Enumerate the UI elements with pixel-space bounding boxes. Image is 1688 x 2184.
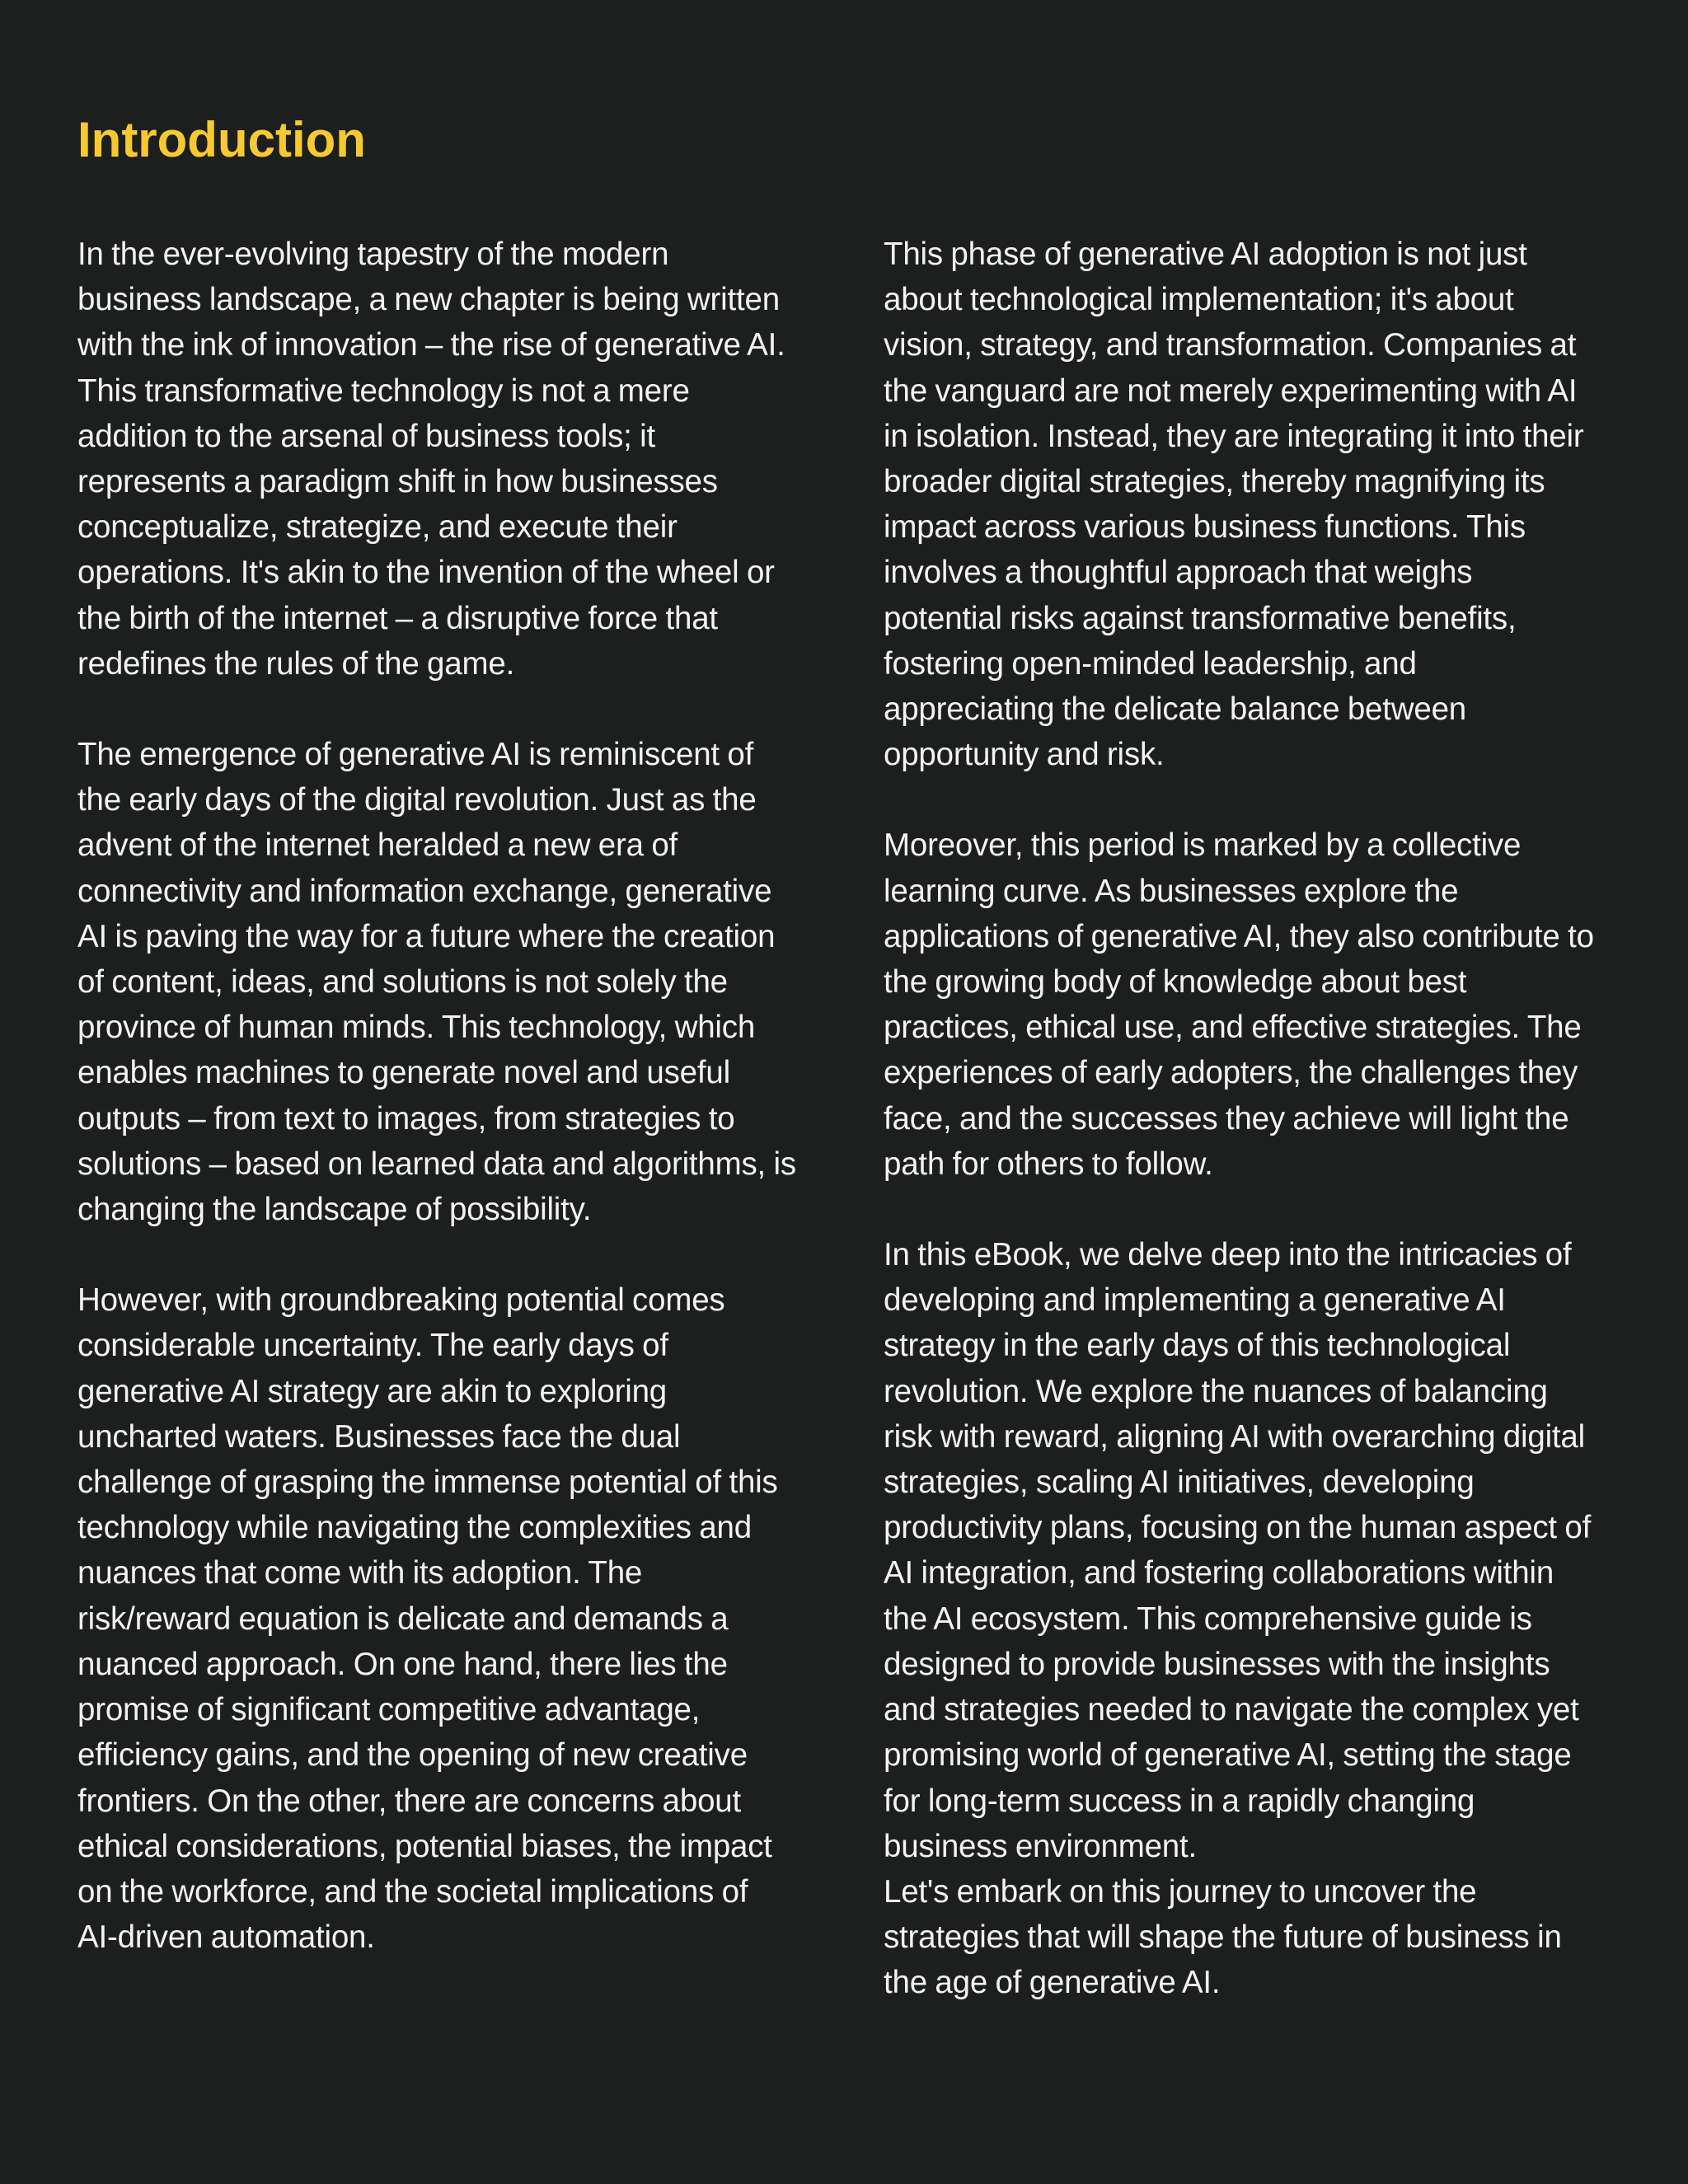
intro-paragraph-5: Moreover, this period is marked by a collective learning curve. As businesses explore the applications of generative AI, they also contribute to the growing body of knowledge about best practices, ethical use, and effective strategies. The experiences of early adopters, the challenges they face, and the successes they achieve will light the path for others to follow. — [884, 827, 1594, 1182]
left-column — [77, 232, 844, 2005]
intro-paragraph-1: In the ever-evolving tapestry of the modern business landscape, a new chapter is being written with the ink of innovation – the rise of generative AI. This transformative technology is not a mere addition to the arsenal of business tools; it represents a paradigm shift in how businesses conceptualize, strategize, and execute their operations. It's akin to the invention of the wheel or the birth of the internet – a disruptive force that redefines the rules of the game. — [77, 237, 785, 682]
intro-paragraph-3: However, with groundbreaking potential comes considerable uncertainty. The early days of generative AI strategy are akin to exploring uncharted waters. Businesses face the dual challenge of grasping the immense potential of this technology while navigating the complexities and nuances that come with its adoption. The risk/reward equation is delicate and demands a nuanced approach. On one hand, there lies the promise of significant competitive advantage, efficiency gains, and the opening of new creative frontiers. On the other, there are concerns about ethical considerations, potential biases, the impact on the workforce, and the societal implications of AI-driven automation. — [77, 1282, 778, 1956]
intro-paragraph-6: In this eBook, we delve deep into the intricacies of developing and implementing a generative AI strategy in the early days of this technological revolution. We explore the nuances of balancing risk with reward, aligning AI with overarching digital strategies, scaling AI initiatives, developing productivity plans, focusing on the human aspect of AI integration, and fostering collaborations within the AI ecosystem. This comprehensive guide is designed to provide businesses with the insights and strategies needed to navigate the complex yet promising world of generative AI, setting the stage for long-term success in a rapidly changing business environment. — [884, 1237, 1592, 1864]
intro-paragraph-2: The emergence of generative AI is reminiscent of the early days of the digital revolution. Just as the advent of the internet heralded a new era of connectivity and information exchange, generative AI is paving the way for a future where the creation of content, ideas, and solutions is not solely the province of human minds. This technology, which enables machines to generate novel and useful outputs – from text to images, from strategies to solutions – based on learned data and algorithms, is changing the landscape of possibility. — [77, 737, 796, 1228]
intro-closing-paragraph: Let's embark on this journey to uncover the strategies that will shape the future of business in the age of generative AI. — [884, 1873, 1562, 2001]
right-column — [884, 232, 1658, 2006]
intro-paragraph-4: This phase of generative AI adoption is not just about technological implementation; it's about vision, strategy, and transformation. Companies at the vanguard are not merely experimenting with AI in isolation. Instead, they are integrating it into their broader digital strategies, thereby magnifying its impact across various business functions. This involves a thoughtful approach that weighs potential risks against transformative benefits, fostering open-minded leadership, and appreciating the delicate balance between opportunity and risk. — [884, 237, 1584, 773]
page-title: Introduction — [77, 112, 366, 167]
